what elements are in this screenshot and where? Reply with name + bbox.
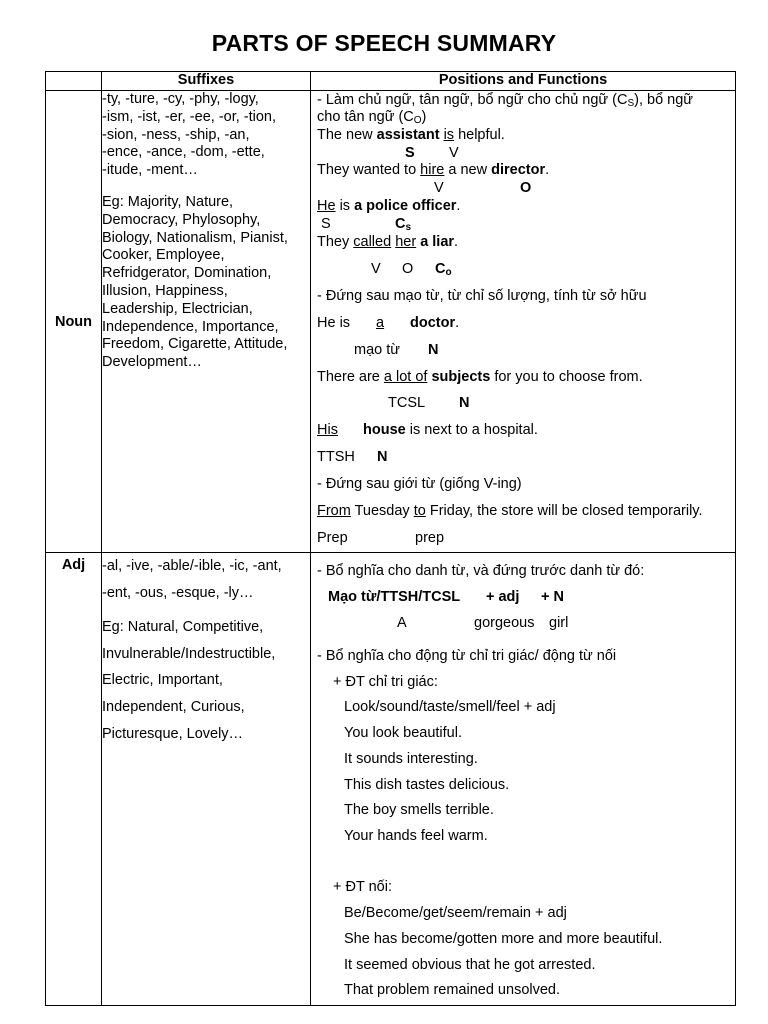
header-label [46, 72, 102, 91]
noun-sentence-7: house is next to a hospital. [363, 422, 538, 438]
noun-example-line: Biology, Nationalism, Pianist, [102, 229, 288, 246]
noun-sentence-3: He is a police officer. [317, 198, 461, 214]
adj-example-sentence: The boy smells terrible. [344, 802, 494, 818]
noun-sentence-6: There are a lot of subjects for you to choose from. [317, 369, 643, 385]
noun-example-line: Eg: Majority, Nature, [102, 193, 234, 210]
adj-rule-2: - Bổ nghĩa cho động từ chỉ tri giác/ động từ nối [317, 648, 617, 664]
adj-positions-cell [311, 553, 736, 1006]
adj-example-line: Invulnerable/Indestructible, [102, 645, 276, 662]
noun-suffixes-cell [102, 91, 311, 553]
noun-doctor: doctor. [410, 315, 460, 331]
noun-suffix-line: -ism, -ist, -er, -ee, -or, -tion, [102, 108, 277, 125]
tag-verb: V [434, 180, 444, 196]
tag-object: O [520, 180, 532, 196]
noun-rule-1-cont: cho tân ngữ $(C_O)$ [317, 109, 427, 126]
tag-noun: N [428, 342, 439, 358]
adj-example-sentence: It sounds interesting. [344, 751, 478, 767]
tag-subject: S [405, 145, 415, 161]
adj-example-sentence: It seemed obvious that he got arrested. [344, 957, 596, 973]
tag-noun: N [377, 449, 388, 465]
tag-verb: V [449, 145, 459, 161]
noun-example-line: Independence, Importance, [102, 318, 279, 335]
noun-rule-2: - Đứng sau mạo từ, từ chỉ số lượng, tính từ sở hữu [317, 288, 647, 304]
adj-example-noun: girl [549, 615, 569, 631]
noun-possessive: His [317, 422, 338, 438]
adj-rule-1: - Bổ nghĩa cho danh từ, và đứng trước danh từ đó: [317, 563, 645, 579]
adj-example-line: Independent, Curious, [102, 698, 245, 715]
noun-sentence-8: From Tuesday to Friday, the store will be closed temporarily. [317, 503, 703, 519]
tag-possessive: TTSH [317, 449, 355, 465]
noun-example-line: Leadership, Electrician, [102, 300, 253, 317]
noun-suffix-line: -ty, -ture, -cy, -phy, -logy, [102, 91, 259, 107]
tag-quantifier: TCSL [388, 395, 426, 411]
adj-example-article: A [397, 615, 407, 631]
noun-label: Noun [46, 91, 102, 553]
tag-subject: S [321, 216, 331, 232]
adj-example-sentence: That problem remained unsolved. [344, 982, 561, 998]
tag-article: mạo từ [354, 342, 400, 358]
noun-suffix-line: -itude, -ment… [102, 162, 198, 179]
tag-noun: N [459, 395, 470, 411]
summary-table [45, 71, 736, 1006]
noun-example-line: Freedom, Cigarette, Attitude, [102, 336, 288, 353]
tag-complement: $C_s$ [395, 216, 412, 233]
tag-object: O [402, 261, 414, 277]
noun-rule-1: - Làm chủ ngữ, tân ngữ, bổ ngữ cho chủ ngữ $(C_S)$, bổ ngữ [317, 92, 694, 109]
header-suffixes: Suffixes [102, 72, 311, 91]
adj-suffix-line: -al, -ive, -able/-ible, -ic, -ant, [102, 558, 282, 574]
adj-example-line: Picturesque, Lovely… [102, 725, 244, 742]
tag-prep: prep [415, 530, 445, 546]
noun-sentence-5: He is [317, 315, 351, 331]
adj-suffix-line: -ent, -ous, -esque, -ly… [102, 584, 254, 601]
adj-example-sentence: You look beautiful. [344, 725, 462, 741]
noun-suffix-line: -sion, -ness, -ship, -an, [102, 126, 250, 143]
noun-article: a [376, 315, 385, 331]
adj-formula-determiner: Mạo từ/TTSH/TCSL [328, 589, 461, 605]
adj-example-sentence: This dish tastes delicious. [344, 777, 510, 793]
tag-verb: V [371, 261, 381, 277]
adj-formula-noun: + N [541, 589, 564, 605]
adj-example-line: Eg: Natural, Competitive, [102, 619, 264, 636]
adj-pattern: Look/sound/taste/smell/feel + adj [344, 699, 556, 715]
tag-complement: $C_o$ [435, 261, 452, 278]
adj-label: Adj [46, 553, 102, 1006]
adj-row [46, 553, 736, 1006]
noun-example-line: Cooker, Employee, [102, 247, 225, 264]
adj-suffixes-cell [102, 553, 311, 1006]
noun-sentence-1: The new assistant is helpful. [317, 127, 505, 143]
header-row [46, 72, 736, 91]
noun-suffix-line: -ence, -ance, -dom, -ette, [102, 144, 265, 161]
noun-sentence-4: They called her a liar. [317, 234, 459, 250]
noun-rule-3: - Đứng sau giới từ (giống V-ing) [317, 476, 522, 492]
adj-example-adj: gorgeous [474, 615, 535, 631]
header-positions: Positions and Functions [311, 72, 736, 91]
noun-sentence-2: They wanted to hire a new director. [317, 162, 550, 178]
noun-row [46, 91, 736, 553]
noun-example-line: Democracy, Phylosophy, [102, 211, 261, 228]
noun-example-line: Refridgerator, Domination, [102, 265, 272, 282]
adj-formula-adj: + adj [486, 589, 520, 605]
tag-prep: Prep [317, 530, 348, 546]
noun-example-line: Illusion, Happiness, [102, 282, 228, 299]
adj-example-sentence: She has become/gotten more and more beautiful. [344, 931, 663, 947]
noun-example-line: Development… [102, 354, 202, 371]
adj-pattern: Be/Become/get/seem/remain + adj [344, 905, 567, 921]
adj-sub-rule-linking: + ĐT nối: [333, 879, 392, 895]
adj-example-sentence: Your hands feel warm. [344, 828, 488, 844]
page-title: PARTS OF SPEECH SUMMARY [211, 30, 557, 56]
adj-sub-rule-perception: + ĐT chỉ tri giác: [333, 674, 438, 690]
adj-example-line: Electric, Important, [102, 672, 223, 689]
noun-positions-cell [311, 91, 736, 553]
